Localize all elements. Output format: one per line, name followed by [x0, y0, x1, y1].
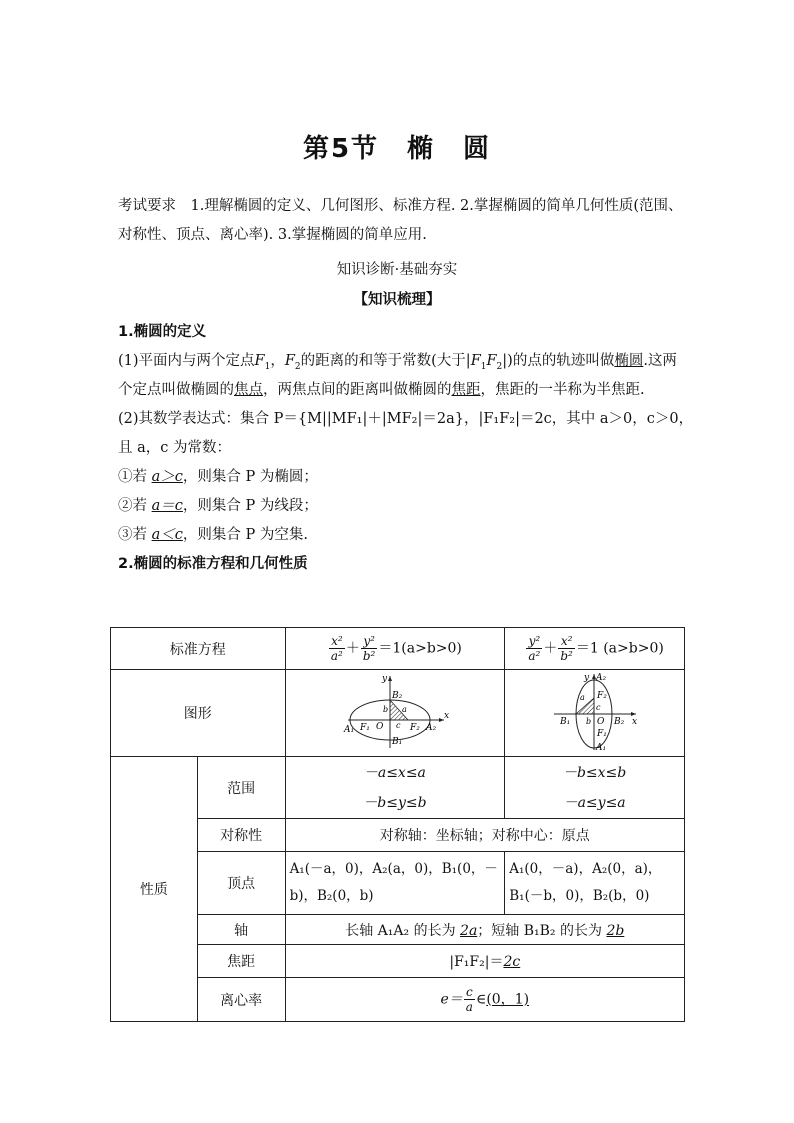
symmetry-label: 对称性 [197, 819, 285, 852]
figure-horizontal-ellipse [285, 670, 505, 757]
svg-text:B₁: B₁ [559, 717, 570, 727]
definition-paragraph-2b: 且 a，c 为常数： [118, 440, 231, 456]
table-row [111, 945, 685, 978]
table-row [111, 978, 685, 1022]
vertex-label: 顶点 [197, 852, 285, 915]
svg-text:b: b [585, 717, 591, 726]
case-empty: ③若 a＜c，则集合 P 为空集. [118, 527, 308, 543]
table-row [111, 670, 685, 757]
focal-label: 焦距 [197, 945, 285, 978]
figure-vertical-ellipse [505, 670, 685, 757]
svg-text:c: c [395, 721, 401, 730]
horizontal-ellipse-diagram [340, 672, 450, 750]
svg-text:a: a [579, 693, 585, 702]
axis-value: 长轴 A₁A₂ 的长为 2a；短轴 B₁B₂ 的长为 2b [285, 915, 684, 945]
x-axis-label: x [443, 711, 449, 721]
std-eq-vertical: $\frac{\text{y²}}{\text{a²}}$ ＋ $\frac{\text{x²}}{\text{b²}}$ ＝1 (a>b>0) [505, 628, 685, 670]
svg-text:B₂: B₂ [613, 717, 624, 727]
svg-text:A₁: A₁ [595, 743, 606, 752]
term-focal-distance: 焦距 [451, 382, 481, 398]
svg-text:x: x [631, 717, 637, 727]
definition-paragraph-1: (1)平面内与两个定点$F_1$，$F_2$的距离的和等于常数(大于$|F_1F_2|$)的点的轨迹叫做椭圆.这两个定点叫做椭圆的焦点，两焦点间的距离叫做椭圆的焦距，焦距的一半称为半焦距. [118, 353, 677, 398]
svg-text:c: c [595, 703, 601, 712]
svg-text:A₂: A₂ [425, 723, 436, 733]
table-row [111, 852, 685, 915]
svg-text:F₁: F₁ [596, 729, 607, 739]
requirements-label: 考试要求 [118, 198, 176, 214]
svg-text:B₁: B₁ [391, 737, 403, 747]
range-vertical: －b≤x≤b －a≤y≤a [505, 757, 685, 819]
svg-text:F₁: F₁ [359, 723, 370, 733]
svg-text:A₂: A₂ [595, 673, 606, 683]
table-row [111, 819, 685, 852]
svg-text:a: a [401, 705, 407, 714]
svg-text:B₂: B₂ [391, 691, 403, 701]
table-row [111, 915, 685, 945]
term-ellipse: 椭圆 [614, 353, 644, 369]
table-row [111, 757, 685, 819]
std-eq-horizontal: $\frac{\text{x²}}{\text{a²}}$ ＋ $\frac{\text{y²}}{\text{b²}}$ ＝1(a>b>0) [285, 628, 505, 670]
definition-paragraph-2: (2)其数学表达式：集合 P＝{M||MF₁|＋|MF₂|＝2a}，|F₁F₂|＝2c，其中 a＞0，c＞0， [118, 411, 694, 427]
properties-label: 性质 [111, 757, 198, 1022]
range-label: 范围 [197, 757, 285, 819]
vertex-vertical: A₁(0，－a)，A₂(0，a)，B₁(－b，0)，B₂(b，0) [505, 852, 685, 915]
page-title: 第5节 椭 圆 [302, 134, 492, 164]
symmetry-value: 对称轴：坐标轴；对称中心：原点 [285, 819, 684, 852]
y-axis-label: y [381, 674, 387, 684]
ellipse-properties-table [110, 627, 685, 1022]
eccentricity-label: 离心率 [197, 978, 285, 1022]
std-eq-label: 标准方程 [111, 628, 286, 670]
case-ellipse: ①若 a＞c，则集合 P 为椭圆； [118, 469, 318, 485]
section-subtitle: 知识诊断·基础夯实 [336, 262, 458, 278]
table-row [111, 628, 685, 670]
svg-text:b: b [382, 705, 389, 714]
eccentricity-value: e＝ $\frac{c}{a}$ ∈(0，1) [285, 978, 684, 1022]
svg-text:y: y [583, 673, 589, 683]
vertex-horizontal: A₁(－a，0)，A₂(a，0)，B₁(0，－b)，B₂(0，b) [285, 852, 505, 915]
case-segment: ②若 a＝c，则集合 P 为线段； [118, 498, 318, 514]
axis-label: 轴 [197, 915, 285, 945]
term-focus: 焦点 [234, 382, 263, 398]
definition-section [118, 318, 694, 579]
svg-text:F₂: F₂ [409, 723, 420, 733]
vertical-ellipse-diagram [550, 670, 640, 752]
figure-label: 图形 [111, 670, 286, 757]
section-heading-definition: 1.椭圆的定义 [118, 324, 207, 340]
svg-text:O: O [596, 717, 604, 727]
focal-value: |F₁F₂|＝2c [285, 945, 684, 978]
range-horizontal: －a≤x≤a －b≤y≤b [285, 757, 505, 819]
svg-text:A₁: A₁ [343, 725, 354, 735]
section-heading-properties: 2.椭圆的标准方程和几何性质 [118, 556, 308, 572]
requirements-text: 1.理解椭圆的定义、几何图形、标准方程. 2.掌握椭圆的简单几何性质(范围、对称性、顶点、离心率). 3.掌握椭圆的简单应用. [118, 198, 683, 243]
exam-requirements [118, 192, 684, 250]
section-subheading: 【知识梳理】 [353, 292, 441, 308]
svg-text:O: O [375, 722, 384, 732]
svg-text:F₂: F₂ [596, 691, 607, 701]
